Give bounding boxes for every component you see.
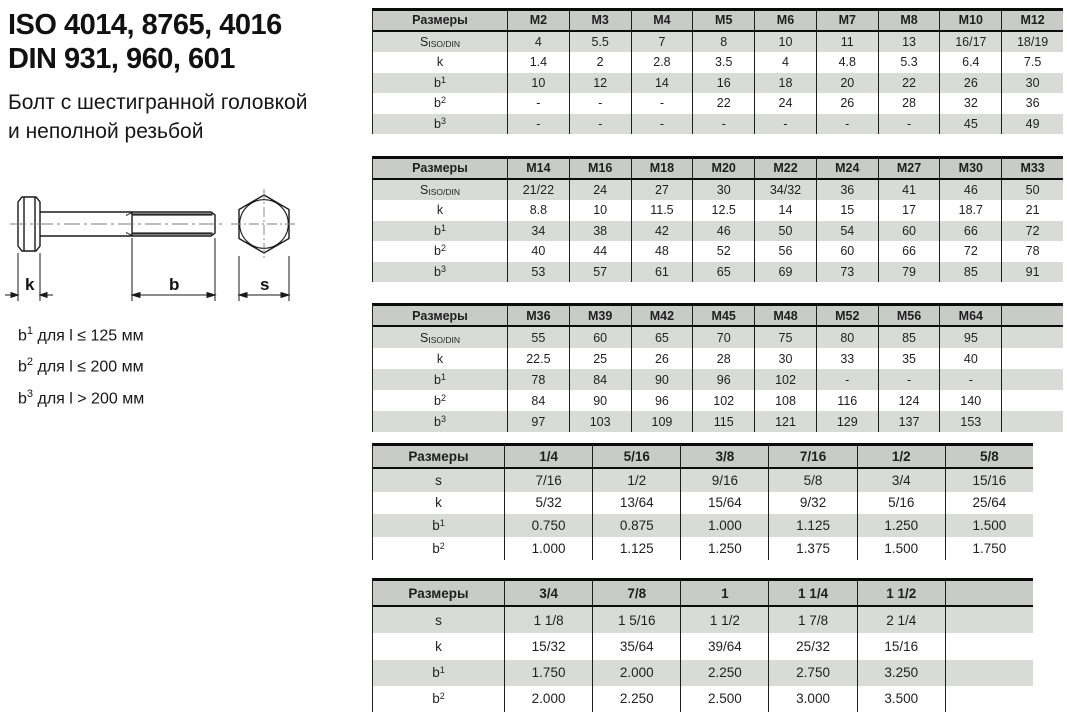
table-cell: 15 xyxy=(816,200,878,221)
column-header: M3 xyxy=(569,11,631,32)
table-cell: 3/4 xyxy=(857,469,945,492)
table-cell: 79 xyxy=(878,262,940,283)
table-cell: 4 xyxy=(754,52,816,73)
table-cell: 1.375 xyxy=(768,537,856,560)
table-cell: 1.125 xyxy=(592,537,680,560)
empty-cell xyxy=(1001,327,1063,348)
table-cell: 28 xyxy=(878,93,940,114)
column-header: 1 1/4 xyxy=(768,581,856,607)
table-cell: 25 xyxy=(569,348,631,369)
table-cell: 25/64 xyxy=(945,492,1033,515)
table-cell: 13 xyxy=(878,32,940,53)
table-cell: 1.125 xyxy=(768,514,856,537)
table-cell: 80 xyxy=(816,327,878,348)
table-cell: 2.000 xyxy=(504,686,592,712)
table-cell: 0.875 xyxy=(592,514,680,537)
row-label: k xyxy=(373,52,507,73)
table-cell: 121 xyxy=(754,411,816,432)
dimension-label-s: s xyxy=(260,275,270,294)
table-cell: 95 xyxy=(939,327,1001,348)
table-cell: 7.5 xyxy=(1001,52,1063,73)
table-cell: - xyxy=(631,93,693,114)
table-cell: 25/32 xyxy=(768,633,856,659)
dimension-label-b: b xyxy=(169,275,180,294)
table-cell: 129 xyxy=(816,411,878,432)
row-label: b 3 xyxy=(373,114,507,135)
row-label: S ISO/DIN xyxy=(373,180,507,201)
table-cell: 17 xyxy=(878,200,940,221)
table-cell: 153 xyxy=(939,411,1001,432)
table-cell: 30 xyxy=(692,180,754,201)
table-cell: 84 xyxy=(569,369,631,390)
table-cell: - xyxy=(816,114,878,135)
table-inch-quarter-to-5-8 xyxy=(372,443,1033,560)
table-cell: 1.000 xyxy=(504,537,592,560)
row-label: k xyxy=(373,492,504,515)
table-cell: 90 xyxy=(631,369,693,390)
table-cell: 15/32 xyxy=(504,633,592,659)
table-cell: 60 xyxy=(878,221,940,242)
note-b3: $b^3$ для l > 200 мм xyxy=(18,387,145,407)
table-cell: 61 xyxy=(631,262,693,283)
row-label: k xyxy=(373,200,507,221)
column-header: 1/4 xyxy=(504,446,592,469)
table-cell: 53 xyxy=(507,262,569,283)
table-cell: 9/16 xyxy=(680,469,768,492)
table-cell: 97 xyxy=(507,411,569,432)
table-cell: 108 xyxy=(754,390,816,411)
table-cell: 1.750 xyxy=(504,660,592,686)
column-header: M52 xyxy=(816,306,878,327)
table-cell: 22 xyxy=(878,73,940,94)
table-cell: 26 xyxy=(939,73,1001,94)
table-cell: 36 xyxy=(816,180,878,201)
table-cell: 65 xyxy=(692,262,754,283)
table-cell: 41 xyxy=(878,180,940,201)
table-cell: 22 xyxy=(692,93,754,114)
row-label: b 1 xyxy=(373,73,507,94)
table-cell: 24 xyxy=(754,93,816,114)
column-header: M2 xyxy=(507,11,569,32)
table-cell: - xyxy=(878,114,940,135)
table-cell: 22.5 xyxy=(507,348,569,369)
table-cell: - xyxy=(816,369,878,390)
table-cell: 84 xyxy=(507,390,569,411)
row-label: b 2 xyxy=(373,390,507,411)
table-cell: - xyxy=(631,114,693,135)
column-header: M36 xyxy=(507,306,569,327)
table-cell: 28 xyxy=(692,348,754,369)
column-header: M42 xyxy=(631,306,693,327)
table-cell: 34 xyxy=(507,221,569,242)
description-line-2: и неполной резьбой xyxy=(8,120,204,143)
table-cell: 96 xyxy=(692,369,754,390)
table-cell: 16/17 xyxy=(939,32,1001,53)
column-header: M4 xyxy=(631,11,693,32)
table-cell: 9/32 xyxy=(768,492,856,515)
table-cell: 85 xyxy=(939,262,1001,283)
table-cell: 56 xyxy=(754,241,816,262)
table-cell: - xyxy=(569,114,631,135)
table-cell: 5/16 xyxy=(857,492,945,515)
table-cell: 15/16 xyxy=(945,469,1033,492)
table-metric-m36-m64 xyxy=(372,303,1063,432)
table-cell: 1.4 xyxy=(507,52,569,73)
table-cell: 102 xyxy=(692,390,754,411)
column-header: M6 xyxy=(754,11,816,32)
column-header: M22 xyxy=(754,159,816,180)
column-header: 5/16 xyxy=(592,446,680,469)
column-header: M56 xyxy=(878,306,940,327)
table-cell: 4.8 xyxy=(816,52,878,73)
row-label: b 3 xyxy=(373,411,507,432)
column-header: M14 xyxy=(507,159,569,180)
column-header: M12 xyxy=(1001,11,1063,32)
column-header: M7 xyxy=(816,11,878,32)
table-cell: 70 xyxy=(692,327,754,348)
table-cell: 1/2 xyxy=(592,469,680,492)
column-header: M64 xyxy=(939,306,1001,327)
table-cell: 4 xyxy=(507,32,569,53)
table-cell: 3.500 xyxy=(857,686,945,712)
column-header: 7/8 xyxy=(592,581,680,607)
column-header: 1 xyxy=(680,581,768,607)
table-cell: 10 xyxy=(754,32,816,53)
table-cell: 3.5 xyxy=(692,52,754,73)
table-cell: 3.000 xyxy=(768,686,856,712)
table-cell: 45 xyxy=(939,114,1001,135)
row-label: S ISO/DIN xyxy=(373,327,507,348)
empty-cell xyxy=(945,660,1033,686)
row-label: S ISO/DIN xyxy=(373,32,507,53)
table-cell: 46 xyxy=(692,221,754,242)
table-cell: 96 xyxy=(631,390,693,411)
dimension-label-k: k xyxy=(25,275,35,294)
table-cell: 60 xyxy=(569,327,631,348)
table-cell: 103 xyxy=(569,411,631,432)
table-cell: - xyxy=(939,369,1001,390)
table-cell: 0.750 xyxy=(504,514,592,537)
table-cell: 1.500 xyxy=(857,537,945,560)
table-cell: 24 xyxy=(569,180,631,201)
table-cell: 46 xyxy=(939,180,1001,201)
table-cell: - xyxy=(569,93,631,114)
empty-cell xyxy=(1001,411,1063,432)
row-label: b 1 xyxy=(373,221,507,242)
table-cell: 3.250 xyxy=(857,660,945,686)
row-label-header: Размеры xyxy=(373,446,504,469)
table-cell: 21 xyxy=(1001,200,1063,221)
table-cell: 69 xyxy=(754,262,816,283)
empty-header-cell xyxy=(1001,306,1063,327)
note-b2: $b^2$ для l ≤ 200 мм xyxy=(18,356,144,376)
table-cell: 13/64 xyxy=(592,492,680,515)
table-cell: 33 xyxy=(816,348,878,369)
table-cell: 140 xyxy=(939,390,1001,411)
table-cell: 15/16 xyxy=(857,633,945,659)
table-cell: 38 xyxy=(569,221,631,242)
table-cell: 5.5 xyxy=(569,32,631,53)
column-header: 3/8 xyxy=(680,446,768,469)
row-label: s xyxy=(373,607,504,633)
table-cell: 36 xyxy=(1001,93,1063,114)
table-cell: 11 xyxy=(816,32,878,53)
row-label-header: Размеры xyxy=(373,306,507,327)
standards-title xyxy=(8,8,282,76)
row-label-header: Размеры xyxy=(373,159,507,180)
table-metric-m2-m12 xyxy=(372,8,1063,134)
table-cell: 39/64 xyxy=(680,633,768,659)
table-cell: 35/64 xyxy=(592,633,680,659)
empty-cell xyxy=(1001,348,1063,369)
column-header: M20 xyxy=(692,159,754,180)
description-line-1: Болт с шестигранной головкой xyxy=(8,91,308,114)
table-cell: 27 xyxy=(631,180,693,201)
product-description xyxy=(8,88,307,146)
table-cell: - xyxy=(692,114,754,135)
iso-standards-line: ISO 4014, 8765, 4016 xyxy=(8,9,282,41)
table-cell: 49 xyxy=(1001,114,1063,135)
table-metric-m14-m33 xyxy=(372,156,1063,282)
column-header: M10 xyxy=(939,11,1001,32)
table-cell: 124 xyxy=(878,390,940,411)
column-header: 7/16 xyxy=(768,446,856,469)
table-cell: 55 xyxy=(507,327,569,348)
table-cell: 2.500 xyxy=(680,686,768,712)
table-cell: 15/64 xyxy=(680,492,768,515)
table-cell: 18/19 xyxy=(1001,32,1063,53)
table-cell: 10 xyxy=(569,200,631,221)
table-cell: 2.250 xyxy=(592,686,680,712)
table-cell: 12.5 xyxy=(692,200,754,221)
table-cell: 1 1/2 xyxy=(680,607,768,633)
table-cell: 52 xyxy=(692,241,754,262)
bolt-technical-drawing xyxy=(2,184,302,319)
table-cell: 1.000 xyxy=(680,514,768,537)
table-cell: 5/8 xyxy=(768,469,856,492)
table-cell: 1 1/8 xyxy=(504,607,592,633)
table-cell: 35 xyxy=(878,348,940,369)
table-cell: 115 xyxy=(692,411,754,432)
column-header: M27 xyxy=(878,159,940,180)
table-cell: 5.3 xyxy=(878,52,940,73)
table-cell: 90 xyxy=(569,390,631,411)
table-cell: 12 xyxy=(569,73,631,94)
table-cell: - xyxy=(507,114,569,135)
column-header: M24 xyxy=(816,159,878,180)
column-header: M5 xyxy=(692,11,754,32)
table-cell: 73 xyxy=(816,262,878,283)
column-header: 3/4 xyxy=(504,581,592,607)
empty-cell xyxy=(945,607,1033,633)
table-cell: 72 xyxy=(1001,221,1063,242)
column-header: M45 xyxy=(692,306,754,327)
column-header: 1 1/2 xyxy=(857,581,945,607)
table-cell: 72 xyxy=(939,241,1001,262)
table-cell: 18.7 xyxy=(939,200,1001,221)
table-cell: 8.8 xyxy=(507,200,569,221)
table-cell: 54 xyxy=(816,221,878,242)
row-label-header: Размеры xyxy=(373,581,504,607)
table-cell: 30 xyxy=(1001,73,1063,94)
row-label: b 2 xyxy=(373,93,507,114)
table-cell: 2 xyxy=(569,52,631,73)
table-cell: 42 xyxy=(631,221,693,242)
table-cell: 2.250 xyxy=(680,660,768,686)
din-standards-line: DIN 931, 960, 601 xyxy=(8,43,235,75)
table-cell: 1.500 xyxy=(945,514,1033,537)
column-header: M39 xyxy=(569,306,631,327)
table-cell: 2.750 xyxy=(768,660,856,686)
table-cell: 20 xyxy=(816,73,878,94)
note-b1: $b^1$ для l ≤ 125 мм xyxy=(18,325,144,345)
table-cell: 78 xyxy=(507,369,569,390)
empty-cell xyxy=(1001,390,1063,411)
table-cell: 7 xyxy=(631,32,693,53)
table-cell: 14 xyxy=(754,200,816,221)
table-cell: 1.250 xyxy=(857,514,945,537)
table-cell: 10 xyxy=(507,73,569,94)
row-label: b 1 xyxy=(373,660,504,686)
table-cell: 7/16 xyxy=(504,469,592,492)
table-cell: 50 xyxy=(1001,180,1063,201)
table-cell: 1.750 xyxy=(945,537,1033,560)
table-cell: 66 xyxy=(939,221,1001,242)
table-cell: 21/22 xyxy=(507,180,569,201)
row-label: b 2 xyxy=(373,241,507,262)
table-cell: 91 xyxy=(1001,262,1063,283)
table-cell: 75 xyxy=(754,327,816,348)
table-cell: - xyxy=(878,369,940,390)
table-cell: 109 xyxy=(631,411,693,432)
table-cell: 32 xyxy=(939,93,1001,114)
table-cell: 102 xyxy=(754,369,816,390)
table-cell: 1.250 xyxy=(680,537,768,560)
table-cell: 5/32 xyxy=(504,492,592,515)
table-cell: 1 7/8 xyxy=(768,607,856,633)
table-cell: 48 xyxy=(631,241,693,262)
table-cell: 65 xyxy=(631,327,693,348)
empty-header-cell xyxy=(945,581,1033,607)
column-header: 5/8 xyxy=(945,446,1033,469)
table-cell: 18 xyxy=(754,73,816,94)
empty-cell xyxy=(945,686,1033,712)
row-label: b 3 xyxy=(373,262,507,283)
table-cell: 6.4 xyxy=(939,52,1001,73)
table-cell: 16 xyxy=(692,73,754,94)
table-cell: 11.5 xyxy=(631,200,693,221)
row-label: b 2 xyxy=(373,686,504,712)
row-label: k xyxy=(373,348,507,369)
table-cell: 34/32 xyxy=(754,180,816,201)
row-label: b 1 xyxy=(373,514,504,537)
table-cell: 85 xyxy=(878,327,940,348)
column-header: 1/2 xyxy=(857,446,945,469)
column-header: M8 xyxy=(878,11,940,32)
column-header: M16 xyxy=(569,159,631,180)
column-header: M48 xyxy=(754,306,816,327)
row-label: b 2 xyxy=(373,537,504,560)
table-cell: 78 xyxy=(1001,241,1063,262)
table-cell: 14 xyxy=(631,73,693,94)
table-cell: 40 xyxy=(507,241,569,262)
row-label: b 1 xyxy=(373,369,507,390)
row-label: k xyxy=(373,633,504,659)
table-cell: 44 xyxy=(569,241,631,262)
column-header: M33 xyxy=(1001,159,1063,180)
table-cell: 40 xyxy=(939,348,1001,369)
table-cell: - xyxy=(754,114,816,135)
empty-cell xyxy=(1001,369,1063,390)
row-label-header: Размеры xyxy=(373,11,507,32)
column-header: M18 xyxy=(631,159,693,180)
table-inch-3-4-to-1-1-2 xyxy=(372,578,1033,712)
empty-cell xyxy=(945,633,1033,659)
table-cell: 116 xyxy=(816,390,878,411)
table-cell: 1 5/16 xyxy=(592,607,680,633)
table-cell: 60 xyxy=(816,241,878,262)
column-header: M30 xyxy=(939,159,1001,180)
table-cell: 66 xyxy=(878,241,940,262)
table-cell: 8 xyxy=(692,32,754,53)
table-cell: 26 xyxy=(816,93,878,114)
row-label: s xyxy=(373,469,504,492)
thread-length-notes xyxy=(18,318,144,412)
table-cell: 30 xyxy=(754,348,816,369)
table-cell: 137 xyxy=(878,411,940,432)
table-cell: 2.000 xyxy=(592,660,680,686)
table-cell: 26 xyxy=(631,348,693,369)
table-cell: 57 xyxy=(569,262,631,283)
table-cell: - xyxy=(507,93,569,114)
table-cell: 2 1/4 xyxy=(857,607,945,633)
table-cell: 2.8 xyxy=(631,52,693,73)
table-cell: 50 xyxy=(754,221,816,242)
